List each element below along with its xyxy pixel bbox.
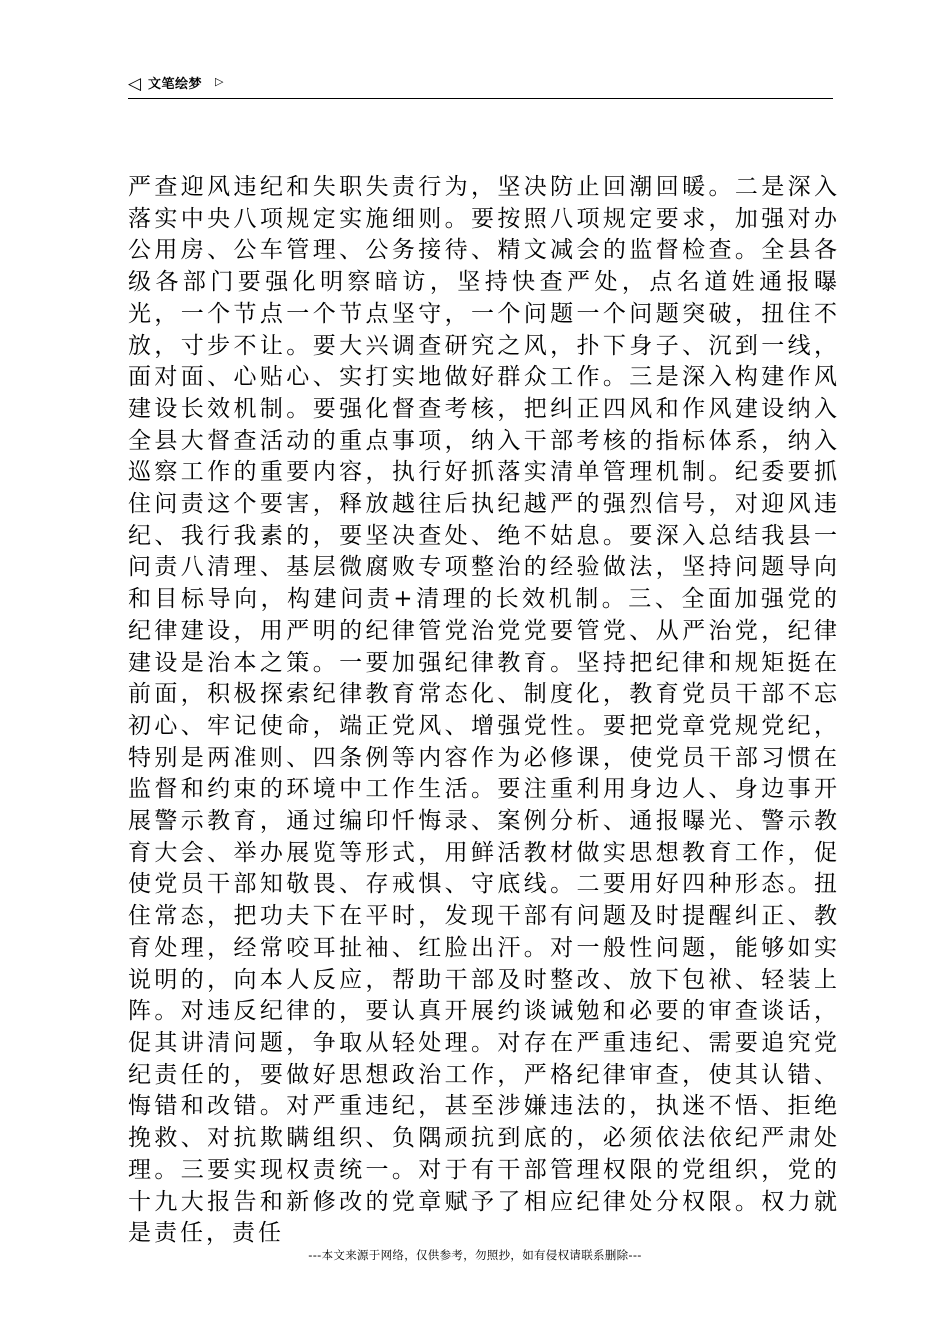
page-header xyxy=(128,74,833,99)
body-paragraph: 严查迎风违纪和失职失责行为，坚决防止回潮回暖。二是深入落实中央八项规定实施细则。要按照八项规定要求，加强对办公用房、公车管理、公务接待、精文减会的监督检查。全县各级各部门要强化明察暗访，坚持快查严处，点名道姓通报曝光，一个节点一个节点坚守，一个问题一个问题突破，扭住不放，寸步不让。要大兴调查研究之风，扑下身子、沉到一线，面对面、心贴心、实打实地做好群众工作。三是深入构建作风建设长效机制。要强化督查考核，把纠正四风和作风建设纳入全县大督查活动的重点事项，纳入干部考核的指标体系，纳入巡察工作的重要内容，执行好抓落实清单管理机制。纪委要抓住问责这个要害，释放越往后执纪越严的强烈信号，对迎风违纪、我行我素的，要坚决查处、绝不姑息。要深入总结我县一问责八清理、基层微腐败专项整治的经验做法，坚持问题导向和目标导向，构建问责+清理的长效机制。三、全面加强党的纪律建设，用严明的纪律管党治党党要管党、从严治党，纪律建设是治本之策。一要加强纪律教育。坚持把纪律和规矩挺在前面，积极探索纪律教育常态化、制度化，教育党员干部不忘初心、牢记使命，端正党风、增强党性。要把党章党规党纪，特别是两准则、四条例等内容作为必修课，使党员干部习惯在监督和约束的环境中工作生活。要注重利用身边人、身边事开展警示教育，通过编印忏悔录、案例分析、通报曝光、警示教育大会、举办展览等形式，用鲜活教材做实思想教育工作，促使党员干部知敬畏、存戒惧、守底线。二要用好四种形态。扭住常态，把功夫下在平时，发现干部有问题及时提醒纠正、教育处理，经常咬耳扯袖、红脸出汗。对一般性问题，能够如实说明的，向本人反应，帮助干部及时整改、放下包袱、轻装上阵。对违反纪律的，要认真开展约谈诫勉和必要的审查谈话，促其讲清问题，争取从轻处理。对存在严重违纪、需要追究党纪责任的，要做好思想政治工作，严格纪律审查，使其认错、悔错和改错。对严重违纪，甚至涉嫌违法的，执迷不悟、拒绝挽救、对抗欺瞒组织、负隅顽抗到底的，必须依法依纪严肃处理。三要实现权责统一。对于有干部管理权限的党组织，党的十九大报告和新修改的党章赋予了相应纪律处分权限。权力就是责任，责任 xyxy=(128,174,840,1247)
footer-disclaimer: ---本文来源于网络，仅供参考，勿照抄，如有侵权请联系删除--- xyxy=(308,1248,642,1262)
left-triangle-icon: ◁ xyxy=(128,74,142,94)
header-title: 文笔绘梦 xyxy=(148,77,203,92)
right-triangle-icon: ▷ xyxy=(215,75,224,88)
